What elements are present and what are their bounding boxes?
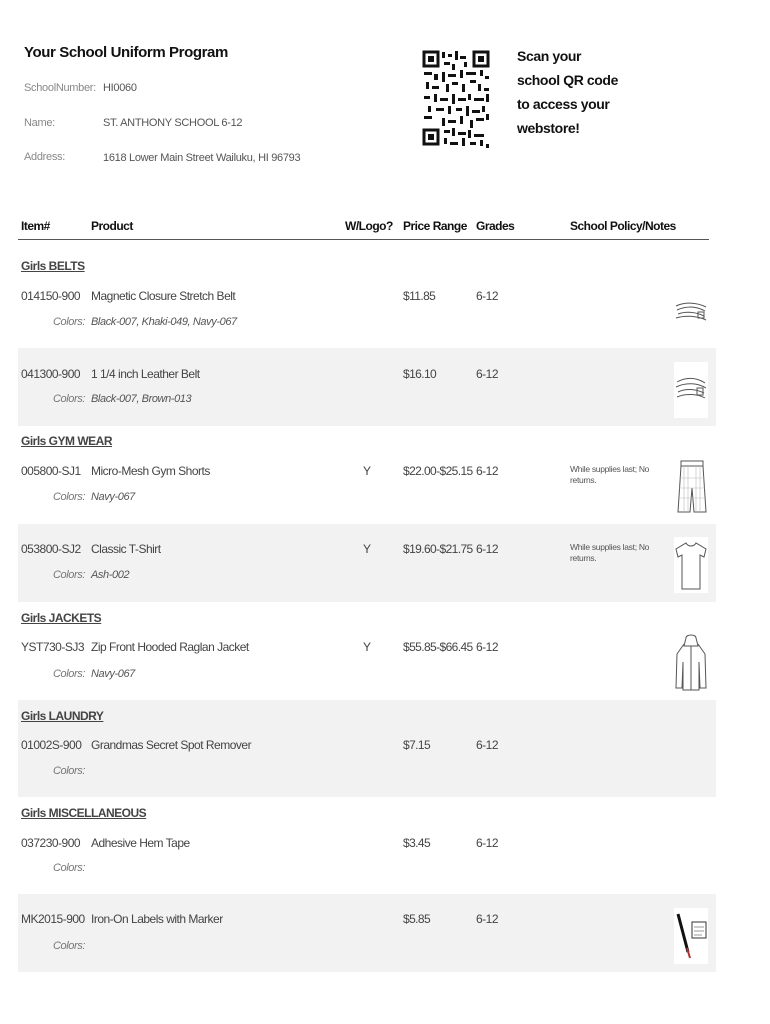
- grades: 6-12: [476, 289, 499, 303]
- header-divider: [18, 239, 709, 240]
- item-number: 01002S-900: [21, 738, 82, 752]
- price-range: $7.15: [403, 738, 431, 752]
- name-label: Name:: [24, 117, 55, 129]
- scan-line-2: school QR code: [517, 72, 618, 88]
- grades: 6-12: [476, 542, 499, 556]
- item-number: 014150-900: [21, 289, 81, 303]
- scan-line-1: Scan your: [517, 48, 582, 64]
- colors-label: Colors:: [53, 765, 86, 777]
- colors-value: Navy-067: [91, 491, 135, 503]
- jacket-icon: [674, 632, 708, 694]
- school-number: HI0060: [103, 82, 137, 94]
- policy-note: While supplies last; No returns.: [570, 464, 650, 485]
- item-number: 053800-SJ2: [21, 542, 81, 556]
- school-number-label: SchoolNumber:: [24, 82, 96, 94]
- category-heading: Girls MISCELLANEOUS: [21, 806, 147, 820]
- grades: 6-12: [476, 367, 499, 381]
- price-range: $19.60-$21.75: [403, 542, 473, 556]
- colors-label: Colors:: [53, 940, 86, 952]
- page-title: Your School Uniform Program: [24, 44, 228, 61]
- price-range: $55.85-$66.45: [403, 640, 473, 654]
- category-heading: Girls LAUNDRY: [21, 709, 104, 723]
- item-number: MK2015-900: [21, 912, 85, 926]
- logo-flag: Y: [363, 542, 372, 556]
- colors-value: Navy-067: [91, 668, 135, 680]
- logo-flag: Y: [363, 640, 372, 654]
- item-number: 005800-SJ1: [21, 464, 81, 478]
- grades: 6-12: [476, 912, 499, 926]
- belt-icon: [674, 296, 708, 326]
- product-name: Zip Front Hooded Raglan Jacket: [91, 640, 249, 654]
- col-price: Price Range: [403, 219, 467, 233]
- product-name: Micro-Mesh Gym Shorts: [91, 464, 210, 478]
- item-number: 041300-900: [21, 367, 81, 381]
- price-range: $3.45: [403, 836, 431, 850]
- price-range: $16.10: [403, 367, 437, 381]
- col-logo: W/Logo?: [345, 219, 393, 233]
- item-number: 037230-900: [21, 836, 81, 850]
- address-label: Address:: [24, 151, 66, 163]
- colors-label: Colors:: [53, 569, 86, 581]
- grades: 6-12: [476, 836, 499, 850]
- product-name: Magnetic Closure Stretch Belt: [91, 289, 236, 303]
- colors-value: Ash-002: [91, 569, 130, 581]
- colors-label: Colors:: [53, 316, 86, 328]
- col-notes: School Policy/Notes: [570, 219, 676, 233]
- col-grades: Grades: [476, 219, 515, 233]
- school-address: 1618 Lower Main Street Wailuku, HI 96793: [103, 152, 301, 164]
- colors-label: Colors:: [53, 862, 86, 874]
- colors-label: Colors:: [53, 668, 86, 680]
- product-name: Grandmas Secret Spot Remover: [91, 738, 252, 752]
- product-name: Classic T-Shirt: [91, 542, 161, 556]
- marker-label-icon: [674, 908, 708, 964]
- belt-icon: [674, 362, 708, 418]
- grades: 6-12: [476, 464, 499, 478]
- logo-flag: Y: [363, 464, 372, 478]
- category-heading: Girls GYM WEAR: [21, 434, 113, 448]
- school-name: ST. ANTHONY SCHOOL 6-12: [103, 117, 243, 129]
- shorts-icon: [674, 458, 708, 518]
- colors-value: Black-007, Brown-013: [91, 393, 192, 405]
- col-product: Product: [91, 219, 133, 233]
- qr-code-icon[interactable]: [420, 48, 492, 156]
- colors-label: Colors:: [53, 393, 86, 405]
- price-range: $11.85: [403, 289, 436, 303]
- colors-value: Black-007, Khaki-049, Navy-067: [91, 316, 237, 328]
- category-heading: Girls BELTS: [21, 259, 85, 273]
- scan-line-4: webstore!: [517, 120, 580, 136]
- item-number: YST730-SJ3: [21, 640, 85, 654]
- grades: 6-12: [476, 640, 499, 654]
- tshirt-icon: [674, 537, 708, 593]
- product-name: Iron-On Labels with Marker: [91, 912, 223, 926]
- col-item: Item#: [21, 219, 50, 233]
- colors-label: Colors:: [53, 491, 86, 503]
- grades: 6-12: [476, 738, 499, 752]
- scan-line-3: to access your: [517, 96, 610, 112]
- row-stripe: [18, 894, 716, 972]
- category-heading: Girls JACKETS: [21, 611, 102, 625]
- product-name: 1 1/4 inch Leather Belt: [91, 367, 200, 381]
- price-range: $22.00-$25.15: [403, 464, 473, 478]
- price-range: $5.85: [403, 912, 431, 926]
- row-stripe: [18, 348, 716, 426]
- policy-note: While supplies last; No returns.: [570, 542, 650, 563]
- scan-instructions: [517, 44, 627, 140]
- product-name: Adhesive Hem Tape: [91, 836, 190, 850]
